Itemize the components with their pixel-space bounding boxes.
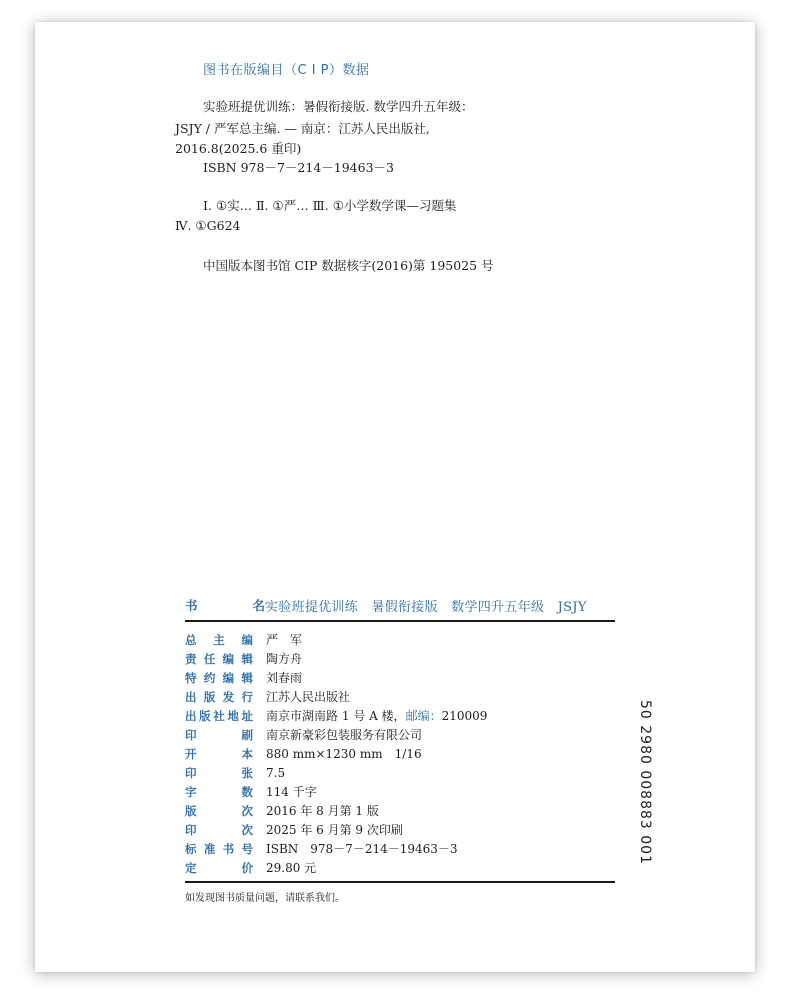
divider-bottom bbox=[185, 881, 615, 883]
colophon-row-format: 开 本 880 mm×1230 mm 1/16 bbox=[185, 746, 422, 761]
cip-line-1: 实验班提优训练：暑假衔接版. 数学四升五年级： bbox=[203, 99, 474, 114]
cip-line-5: Ⅰ. ①实… Ⅱ. ①严… Ⅲ. ①小学数学课—习题集 bbox=[203, 198, 457, 213]
cip-line-2: JSJY / 严军总主编. — 南京：江苏人民出版社, bbox=[175, 121, 430, 136]
colophon-row-printing: 印 次 2025 年 6 月第 9 次印刷 bbox=[185, 822, 403, 837]
colophon-row-chief-editor: 总 主 编 严 军 bbox=[185, 632, 303, 647]
colophon-row-address: 出 版 社 地 址 南京市湖南路 1 号 A 楼，邮编：210009 bbox=[185, 708, 488, 723]
cip-title: 图书在版编目（C I P）数据 bbox=[203, 63, 370, 78]
cip-line-6: Ⅳ. ①G624 bbox=[175, 218, 241, 233]
colophon-row-publisher: 出 版 发 行 江苏人民出版社 bbox=[185, 689, 351, 704]
colophon-row-printer: 印 刷 南京新豪彩包装服务有限公司 bbox=[185, 727, 423, 742]
colophon-rows bbox=[185, 630, 615, 877]
colophon-row-responsible-editor: 责 任 编 辑 陶方舟 bbox=[185, 651, 303, 666]
colophon bbox=[185, 595, 615, 904]
colophon-row-contract-editor: 特 约 编 辑 刘春雨 bbox=[185, 670, 303, 685]
cip-line-4: ISBN 978－7－214－19463－3 bbox=[203, 160, 394, 175]
cip-line-7: 中国版本图书馆 CIP 数据核字(2016)第 195025 号 bbox=[203, 258, 494, 273]
colophon-row-sheets: 印 张 7.5 bbox=[185, 765, 286, 780]
quality-feedback-note: 如发现图书质量问题，请联系我们。 bbox=[185, 893, 345, 904]
cip-line-3: 2016.8(2025.6 重印) bbox=[175, 141, 302, 156]
book-name-row bbox=[185, 595, 615, 615]
barcode-number: 50 2980 008883 001 bbox=[637, 700, 653, 865]
colophon-row-word-count: 字 数 114 千字 bbox=[185, 784, 317, 799]
colophon-row-isbn: 标 准 书 号 ISBN 978－7－214－19463－3 bbox=[185, 841, 458, 856]
book-page bbox=[35, 22, 755, 972]
colophon-row-price: 定 价 29.80 元 bbox=[185, 860, 317, 875]
book-name-value: 实验班提优训练 暑假衔接版 数学四升五年级 JSJY bbox=[265, 599, 587, 615]
divider-top bbox=[185, 620, 615, 622]
book-name-label: 书 名 bbox=[185, 598, 265, 613]
colophon-row-edition: 版 次 2016 年 8 月第 1 版 bbox=[185, 803, 379, 818]
